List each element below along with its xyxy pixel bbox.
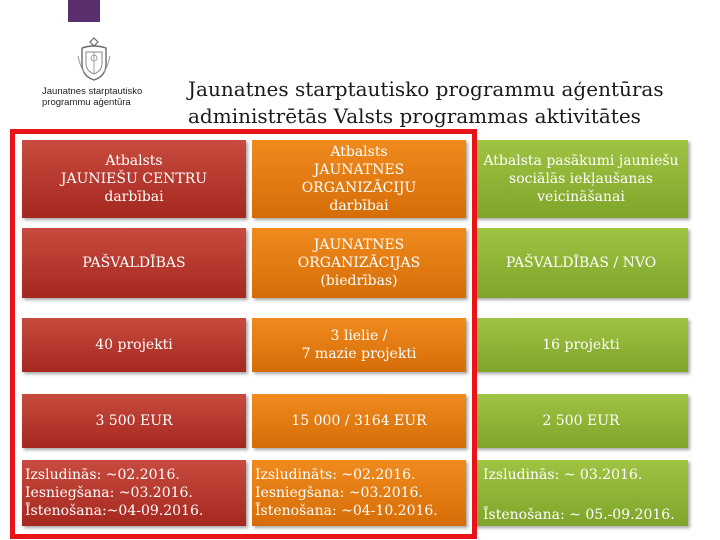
heading-line: Atbalsts (330, 144, 388, 160)
logo-text-line1: Jaunatnes starptautisko (42, 86, 143, 97)
schedule-line: Īstenošana:~04-09.2016. (25, 503, 204, 519)
schedule-youth-organisations (252, 460, 466, 526)
heading-line: Atbalsta pasākumi jauniešu (483, 153, 679, 169)
schedule-line: Izsludinās: ~ 03.2016. (483, 467, 643, 483)
projects-social-inclusion (474, 318, 688, 372)
schedule-line: Īstenošana: ~04-10.2016. (255, 503, 438, 519)
agency-logo (30, 36, 160, 120)
schedule-line: Izsludināts: ~02.2016. (255, 467, 416, 483)
applicants-text: PAŠVALDĪBAS (82, 255, 186, 271)
applicants-youth-centres (22, 228, 246, 298)
funding-social-inclusion (474, 394, 688, 448)
logo-text-line2: programmu aģentūra (42, 97, 131, 108)
projects-youth-centres (22, 318, 246, 372)
page-title (188, 76, 708, 130)
schedule-line: Iesniegšana: ~03.2016. (255, 485, 423, 501)
page-title-line2: administrētās Valsts programmas aktivitātes (188, 104, 641, 128)
schedule-social-inclusion (474, 460, 688, 526)
heading-social-inclusion (474, 140, 688, 218)
projects-text: 16 projekti (542, 337, 620, 353)
funding-text: 15 000 / 3164 EUR (291, 413, 427, 429)
heading-line: ORGANIZĀCIJU (301, 180, 417, 196)
applicants-text: PAŠVALDĪBAS / NVO (505, 255, 657, 271)
page-title-line1: Jaunatnes starptautisko programmu aģentūras (188, 77, 664, 101)
projects-line: 3 lielie / (330, 328, 388, 344)
schedule-youth-centres (22, 460, 246, 526)
schedule-line: Iesniegšana: ~03.2016. (25, 485, 193, 501)
funding-text: 2 500 EUR (542, 413, 620, 429)
top-accent-bar (68, 0, 100, 22)
heading-line: veicināšanai (537, 189, 625, 205)
heading-line: darbībai (104, 189, 164, 205)
applicants-line: (biedrības) (320, 273, 398, 289)
applicants-social-inclusion (474, 228, 688, 298)
logo-text (30, 86, 160, 108)
applicants-line: ORGANIZĀCIJAS (297, 255, 421, 271)
projects-line: 7 mazie projekti (301, 346, 417, 362)
funding-text: 3 500 EUR (95, 413, 173, 429)
heading-youth-organisations (252, 140, 466, 218)
funding-youth-centres (22, 394, 246, 448)
heading-line: JAUNATNES (313, 162, 405, 178)
projects-youth-organisations (252, 318, 466, 372)
applicants-youth-organisations (252, 228, 466, 298)
heading-line: Atbalsts (105, 153, 163, 169)
projects-text: 40 projekti (95, 337, 173, 353)
coat-of-arms-icon (76, 36, 112, 82)
heading-line: darbībai (329, 198, 389, 214)
schedule-line: Īstenošana: ~ 05.-09.2016. (483, 507, 675, 523)
funding-youth-organisations (252, 394, 466, 448)
schedule-line: Izsludinās: ~02.2016. (25, 467, 180, 483)
heading-youth-centres (22, 140, 246, 218)
heading-line: sociālās iekļaušanas (509, 171, 653, 187)
applicants-line: JAUNATNES (313, 237, 405, 253)
heading-line: JAUNIEŠU CENTRU (60, 171, 208, 187)
